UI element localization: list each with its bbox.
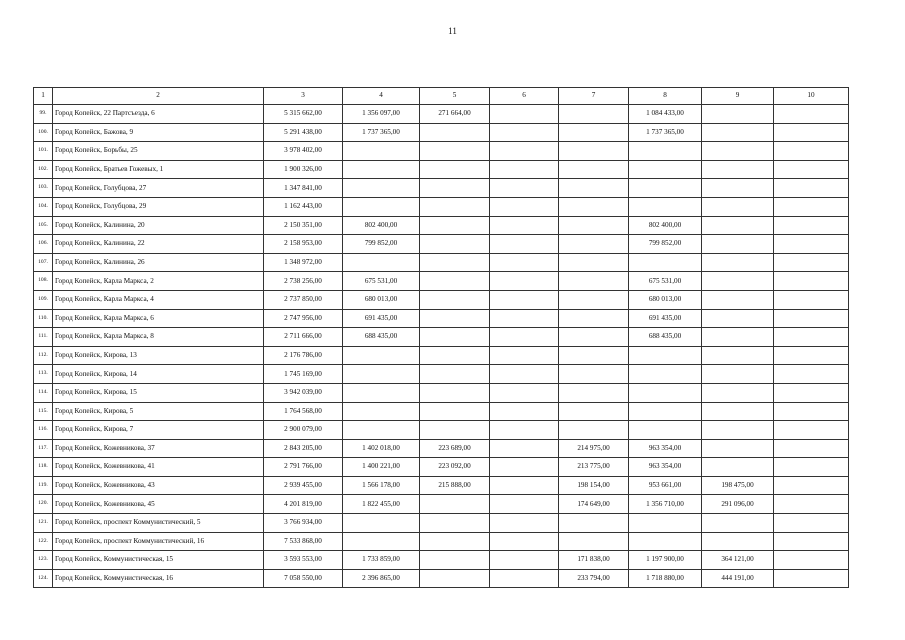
value-cell: 963 354,00 [629, 439, 702, 458]
value-cell [774, 476, 849, 495]
row-number: 116. [34, 421, 53, 440]
table-row [34, 235, 849, 254]
address-cell: Город Копейск, Калинина, 22 [53, 235, 264, 254]
value-cell [490, 105, 559, 124]
value-cell: 2 158 953,00 [264, 235, 343, 254]
value-cell [420, 179, 490, 198]
value-cell [420, 551, 490, 570]
value-cell: 3 978 402,00 [264, 142, 343, 161]
value-cell [420, 421, 490, 440]
value-cell [420, 569, 490, 588]
row-number: 122. [34, 532, 53, 551]
table-row [34, 328, 849, 347]
value-cell: 1 347 841,00 [264, 179, 343, 198]
table-row [34, 514, 849, 533]
table-row [34, 346, 849, 365]
table-row [34, 458, 849, 477]
row-number: 124. [34, 569, 53, 588]
value-cell [702, 402, 774, 421]
row-number: 101. [34, 142, 53, 161]
value-cell [774, 179, 849, 198]
value-cell: 174 649,00 [559, 495, 629, 514]
value-cell [490, 290, 559, 309]
row-number: 108. [34, 272, 53, 291]
value-cell [490, 365, 559, 384]
row-number: 104. [34, 197, 53, 216]
value-cell: 2 176 786,00 [264, 346, 343, 365]
column-header: 1 [34, 88, 53, 105]
row-number: 103. [34, 179, 53, 198]
value-cell: 1 356 097,00 [343, 105, 420, 124]
value-cell [774, 105, 849, 124]
table-row [34, 309, 849, 328]
value-cell [559, 160, 629, 179]
value-cell [420, 160, 490, 179]
column-header: 7 [559, 88, 629, 105]
table-row [34, 495, 849, 514]
value-cell [559, 179, 629, 198]
value-cell: 1 197 900,00 [629, 551, 702, 570]
value-cell [420, 495, 490, 514]
value-cell: 799 852,00 [343, 235, 420, 254]
table-row [34, 569, 849, 588]
value-cell: 3 942 039,00 [264, 383, 343, 402]
value-cell [420, 197, 490, 216]
address-cell: Город Копейск, Кожевникова, 45 [53, 495, 264, 514]
value-cell [420, 272, 490, 291]
value-cell [490, 514, 559, 533]
value-cell [343, 346, 420, 365]
value-cell [629, 514, 702, 533]
address-cell: Город Копейск, Братьев Гожевых, 1 [53, 160, 264, 179]
value-cell [702, 290, 774, 309]
column-header: 10 [774, 88, 849, 105]
value-cell: 953 661,00 [629, 476, 702, 495]
value-cell [490, 309, 559, 328]
value-cell: 3 593 553,00 [264, 551, 343, 570]
value-cell [629, 142, 702, 161]
value-cell [702, 458, 774, 477]
value-cell [490, 421, 559, 440]
value-cell [774, 458, 849, 477]
value-cell [490, 569, 559, 588]
value-cell: 1 822 455,00 [343, 495, 420, 514]
value-cell: 1 764 568,00 [264, 402, 343, 421]
address-cell: Город Копейск, Калинина, 26 [53, 253, 264, 272]
value-cell [343, 179, 420, 198]
value-cell [490, 328, 559, 347]
value-cell [774, 402, 849, 421]
value-cell: 1 402 018,00 [343, 439, 420, 458]
value-cell [490, 179, 559, 198]
value-cell [702, 216, 774, 235]
value-cell [559, 216, 629, 235]
value-cell [420, 253, 490, 272]
value-cell: 2 843 205,00 [264, 439, 343, 458]
value-cell [774, 142, 849, 161]
table-row [34, 551, 849, 570]
value-cell: 214 975,00 [559, 439, 629, 458]
value-cell [774, 160, 849, 179]
value-cell [343, 365, 420, 384]
value-cell [559, 532, 629, 551]
value-cell: 963 354,00 [629, 458, 702, 477]
row-number: 105. [34, 216, 53, 235]
value-cell [629, 402, 702, 421]
address-cell: Город Копейск, Кожевникова, 37 [53, 439, 264, 458]
table-row [34, 197, 849, 216]
value-cell [774, 197, 849, 216]
value-cell [702, 253, 774, 272]
value-cell [629, 346, 702, 365]
table-header-row [34, 88, 849, 105]
value-cell [559, 105, 629, 124]
value-cell [702, 105, 774, 124]
value-cell: 2 738 256,00 [264, 272, 343, 291]
value-cell [629, 179, 702, 198]
table-row [34, 105, 849, 124]
column-header: 4 [343, 88, 420, 105]
address-cell: Город Копейск, Карла Маркса, 8 [53, 328, 264, 347]
value-cell: 1 348 972,00 [264, 253, 343, 272]
value-cell [702, 346, 774, 365]
table-row [34, 476, 849, 495]
value-cell [343, 253, 420, 272]
value-cell: 2 711 666,00 [264, 328, 343, 347]
row-number: 102. [34, 160, 53, 179]
value-cell [559, 328, 629, 347]
row-number: 118. [34, 458, 53, 477]
value-cell: 680 013,00 [343, 290, 420, 309]
column-header: 5 [420, 88, 490, 105]
value-cell [702, 532, 774, 551]
column-header: 3 [264, 88, 343, 105]
row-number: 110. [34, 309, 53, 328]
value-cell [420, 346, 490, 365]
table-row [34, 142, 849, 161]
address-cell: Город Копейск, Карла Маркса, 6 [53, 309, 264, 328]
value-cell: 1 900 326,00 [264, 160, 343, 179]
value-cell [702, 421, 774, 440]
value-cell [774, 123, 849, 142]
value-cell [490, 253, 559, 272]
column-header: 2 [53, 88, 264, 105]
address-cell: Город Копейск, Коммунистическая, 16 [53, 569, 264, 588]
value-cell [420, 235, 490, 254]
address-cell: Город Копейск, Кирова, 5 [53, 402, 264, 421]
value-cell [559, 235, 629, 254]
value-cell [774, 235, 849, 254]
address-cell: Город Копейск, Карла Маркса, 4 [53, 290, 264, 309]
address-cell: Город Копейск, Кирова, 15 [53, 383, 264, 402]
value-cell: 688 435,00 [343, 328, 420, 347]
value-cell: 1 733 859,00 [343, 551, 420, 570]
value-cell [774, 421, 849, 440]
value-cell [559, 365, 629, 384]
value-cell: 2 150 351,00 [264, 216, 343, 235]
value-cell: 171 838,00 [559, 551, 629, 570]
value-cell [559, 197, 629, 216]
value-cell: 1 162 443,00 [264, 197, 343, 216]
row-number: 121. [34, 514, 53, 533]
value-cell [559, 253, 629, 272]
value-cell: 271 664,00 [420, 105, 490, 124]
row-number: 109. [34, 290, 53, 309]
value-cell: 364 121,00 [702, 551, 774, 570]
value-cell [774, 309, 849, 328]
row-number: 107. [34, 253, 53, 272]
value-cell [702, 235, 774, 254]
address-cell: Город Копейск, Кожевникова, 43 [53, 476, 264, 495]
value-cell [343, 514, 420, 533]
value-cell [420, 123, 490, 142]
value-cell [702, 142, 774, 161]
value-cell [420, 142, 490, 161]
address-cell: Город Копейск, Кирова, 13 [53, 346, 264, 365]
value-cell [490, 551, 559, 570]
value-cell [774, 253, 849, 272]
value-cell: 1 745 169,00 [264, 365, 343, 384]
value-cell [559, 383, 629, 402]
table-row [34, 160, 849, 179]
value-cell: 223 092,00 [420, 458, 490, 477]
value-cell [559, 123, 629, 142]
value-cell: 675 531,00 [343, 272, 420, 291]
column-header: 9 [702, 88, 774, 105]
value-cell [629, 383, 702, 402]
value-cell: 5 315 662,00 [264, 105, 343, 124]
value-cell: 444 191,00 [702, 569, 774, 588]
value-cell [490, 383, 559, 402]
table-row [34, 439, 849, 458]
value-cell: 802 400,00 [629, 216, 702, 235]
row-number: 123. [34, 551, 53, 570]
value-cell: 1 718 880,00 [629, 569, 702, 588]
row-number: 112. [34, 346, 53, 365]
row-number: 106. [34, 235, 53, 254]
address-cell: Город Копейск, Калинина, 20 [53, 216, 264, 235]
value-cell [702, 328, 774, 347]
row-number: 119. [34, 476, 53, 495]
address-cell: Город Копейск, Бажова, 9 [53, 123, 264, 142]
value-cell [629, 197, 702, 216]
value-cell [343, 160, 420, 179]
data-table [33, 87, 849, 588]
value-cell [702, 123, 774, 142]
value-cell [343, 197, 420, 216]
value-cell [774, 551, 849, 570]
value-cell: 691 435,00 [629, 309, 702, 328]
value-cell [490, 495, 559, 514]
value-cell [629, 421, 702, 440]
value-cell [774, 290, 849, 309]
row-number: 115. [34, 402, 53, 421]
column-header: 8 [629, 88, 702, 105]
page-number: 11 [448, 26, 457, 36]
value-cell [629, 532, 702, 551]
table-row [34, 402, 849, 421]
value-cell: 2 396 865,00 [343, 569, 420, 588]
value-cell: 1 737 365,00 [343, 123, 420, 142]
table-row [34, 179, 849, 198]
value-cell [490, 272, 559, 291]
value-cell: 4 201 819,00 [264, 495, 343, 514]
value-cell [559, 421, 629, 440]
value-cell [420, 216, 490, 235]
value-cell [420, 365, 490, 384]
address-cell: Город Копейск, Карла Маркса, 2 [53, 272, 264, 291]
table-row [34, 123, 849, 142]
address-cell: Город Копейск, Кожевникова, 41 [53, 458, 264, 477]
address-cell: Город Копейск, Голубцова, 27 [53, 179, 264, 198]
row-number: 114. [34, 383, 53, 402]
value-cell: 799 852,00 [629, 235, 702, 254]
value-cell [420, 328, 490, 347]
column-header: 6 [490, 88, 559, 105]
value-cell [490, 160, 559, 179]
address-cell: Город Копейск, 22 Партсъезда, 6 [53, 105, 264, 124]
address-cell: Город Копейск, Голубцова, 29 [53, 197, 264, 216]
address-cell: Город Копейск, проспект Коммунистический, 16 [53, 532, 264, 551]
value-cell [490, 476, 559, 495]
value-cell [774, 439, 849, 458]
value-cell: 223 689,00 [420, 439, 490, 458]
row-number: 113. [34, 365, 53, 384]
value-cell [702, 309, 774, 328]
value-cell [420, 402, 490, 421]
value-cell [490, 123, 559, 142]
value-cell [774, 272, 849, 291]
value-cell: 1 566 178,00 [343, 476, 420, 495]
value-cell [490, 142, 559, 161]
value-cell [774, 365, 849, 384]
value-cell: 213 775,00 [559, 458, 629, 477]
value-cell [774, 532, 849, 551]
value-cell: 691 435,00 [343, 309, 420, 328]
value-cell: 1 737 365,00 [629, 123, 702, 142]
row-number: 117. [34, 439, 53, 458]
value-cell: 7 058 550,00 [264, 569, 343, 588]
value-cell: 675 531,00 [629, 272, 702, 291]
value-cell [702, 160, 774, 179]
row-number: 120. [34, 495, 53, 514]
value-cell [702, 383, 774, 402]
value-cell: 2 737 850,00 [264, 290, 343, 309]
value-cell: 2 939 455,00 [264, 476, 343, 495]
value-cell [420, 514, 490, 533]
value-cell [559, 272, 629, 291]
value-cell [559, 309, 629, 328]
value-cell: 7 533 868,00 [264, 532, 343, 551]
row-number: 100. [34, 123, 53, 142]
value-cell: 680 013,00 [629, 290, 702, 309]
value-cell [343, 402, 420, 421]
value-cell [490, 458, 559, 477]
address-cell: Город Копейск, Борьбы, 25 [53, 142, 264, 161]
value-cell [420, 309, 490, 328]
value-cell [774, 383, 849, 402]
value-cell: 1 356 710,00 [629, 495, 702, 514]
value-cell [702, 514, 774, 533]
value-cell [702, 197, 774, 216]
address-cell: Город Копейск, Кирова, 7 [53, 421, 264, 440]
value-cell [343, 532, 420, 551]
value-cell: 198 475,00 [702, 476, 774, 495]
value-cell: 1 400 221,00 [343, 458, 420, 477]
value-cell [420, 383, 490, 402]
value-cell [490, 216, 559, 235]
value-cell [774, 328, 849, 347]
table-row [34, 532, 849, 551]
table-row [34, 253, 849, 272]
value-cell [490, 235, 559, 254]
table-row [34, 216, 849, 235]
value-cell: 688 435,00 [629, 328, 702, 347]
value-cell: 2 747 956,00 [264, 309, 343, 328]
value-cell [559, 402, 629, 421]
value-cell [490, 346, 559, 365]
value-cell [559, 514, 629, 533]
value-cell [343, 383, 420, 402]
value-cell: 2 791 766,00 [264, 458, 343, 477]
value-cell: 291 096,00 [702, 495, 774, 514]
value-cell [774, 346, 849, 365]
value-cell [490, 402, 559, 421]
value-cell [629, 160, 702, 179]
table-row [34, 290, 849, 309]
value-cell [629, 253, 702, 272]
value-cell [702, 439, 774, 458]
value-cell [702, 179, 774, 198]
value-cell: 198 154,00 [559, 476, 629, 495]
address-cell: Город Копейск, проспект Коммунистический, 5 [53, 514, 264, 533]
value-cell: 3 766 934,00 [264, 514, 343, 533]
value-cell: 215 888,00 [420, 476, 490, 495]
value-cell: 233 794,00 [559, 569, 629, 588]
address-cell: Город Копейск, Коммунистическая, 15 [53, 551, 264, 570]
value-cell [774, 216, 849, 235]
value-cell [702, 272, 774, 291]
table-row [34, 365, 849, 384]
value-cell [559, 346, 629, 365]
row-number: 99. [34, 105, 53, 124]
value-cell [774, 495, 849, 514]
table-row [34, 421, 849, 440]
value-cell [490, 532, 559, 551]
value-cell: 1 084 433,00 [629, 105, 702, 124]
address-cell: Город Копейск, Кирова, 14 [53, 365, 264, 384]
value-cell [490, 439, 559, 458]
value-cell [343, 421, 420, 440]
value-cell [774, 514, 849, 533]
value-cell [629, 365, 702, 384]
value-cell [420, 290, 490, 309]
value-cell [343, 142, 420, 161]
table-row [34, 383, 849, 402]
value-cell [702, 365, 774, 384]
value-cell [490, 197, 559, 216]
table-row [34, 272, 849, 291]
value-cell: 802 400,00 [343, 216, 420, 235]
value-cell [420, 532, 490, 551]
value-cell [559, 142, 629, 161]
value-cell: 2 900 079,00 [264, 421, 343, 440]
row-number: 111. [34, 328, 53, 347]
value-cell [559, 290, 629, 309]
value-cell [774, 569, 849, 588]
value-cell: 5 291 438,00 [264, 123, 343, 142]
